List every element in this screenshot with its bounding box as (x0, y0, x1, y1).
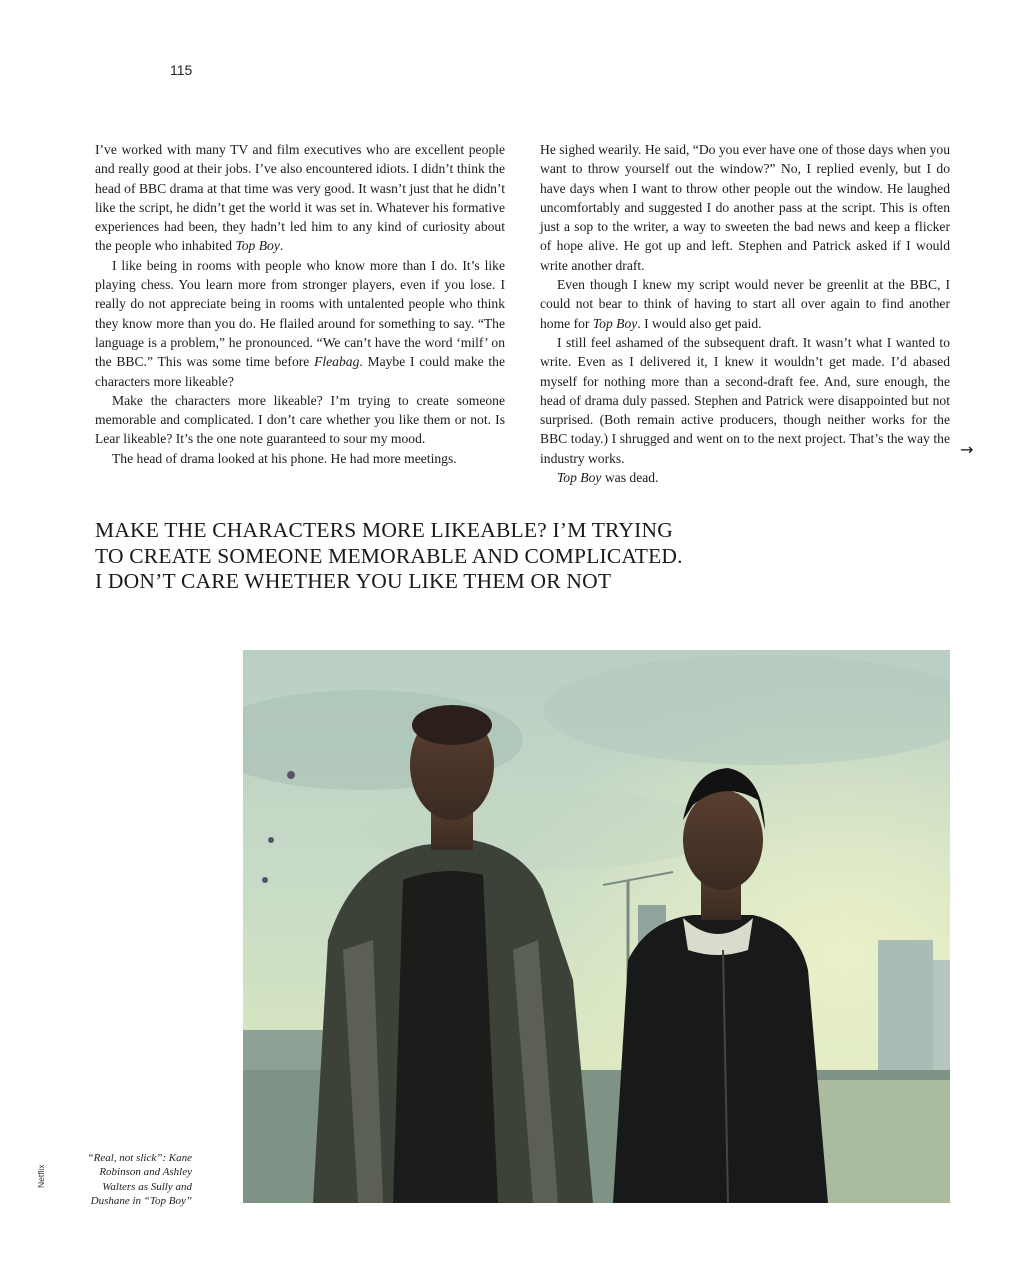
pull-quote-line: I DON’T CARE WHETHER YOU LIKE THEM OR NOT (95, 569, 612, 593)
paragraph: The head of drama looked at his phone. He had more meetings. (112, 450, 457, 466)
paragraph: He sighed wearily. He said, “Do you ever have one of those days when you want to throw yourself out the window?” No, I replied evenly, but I do have days when I want to throw other people out the window. He laughed uncomfortably and suggested I do another pass at the script. This is often just a sop to the writer, a way to sweeten the bad news and keep a flicker of hope alive. He got up and left. Stephen and Patrick asked if I would write another draft. (540, 142, 950, 273)
article-column-right (540, 140, 950, 487)
top-boy-photo (243, 650, 950, 1203)
pull-quote-line: TO CREATE SOMEONE MEMORABLE AND COMPLICATED. (95, 543, 683, 568)
article-column-left (95, 140, 505, 468)
paragraph: I like being in rooms with people who know more than I do. It’s like playing chess. You learn more from stronger players, even if you lose. I really do not appreciate being in rooms with untalented people who think they know more than you do. He flailed around for something to say. “The language is a problem,” he pronounced. “We can’t have the word ‘milf’ on the BBC.” This was some time before Fleabag. Maybe I could make the characters more likeable? (95, 257, 505, 389)
paragraph: I still feel ashamed of the subsequent draft. It wasn’t what I wanted to write. Even as I delivered it, I knew it wouldn’t get made. I’d abased myself for nothing more than a second-draft fee. And, sure enough, the head of drama duly passed. Stephen and Patrick were disappointed but not surprised. (Both remain active producers, though neither works for the BBC today.) I shrugged and went on to the next project. That’s the way the industry works. (540, 334, 950, 466)
paragraph: Even though I knew my script would never be greenlit at the BBC, I could not bear to think of having to start all over again to find another home for Top Boy. I would also get paid. (540, 277, 950, 331)
page-number: 115 (170, 62, 193, 78)
photo-credit: Netflix (36, 1164, 46, 1188)
pull-quote (95, 518, 735, 595)
paragraph: Top Boy was dead. (557, 470, 659, 486)
photo-caption: “Real, not slick”: Kane Robinson and Ashley Walters as Sully and Dushane in “Top Boy” (87, 1152, 192, 1207)
continue-arrow-icon: → (960, 440, 974, 459)
pull-quote-line: MAKE THE CHARACTERS MORE LIKEABLE? I’M TRYING (95, 518, 673, 542)
paragraph: Make the characters more likeable? I’m trying to create someone memorable and complicated. I don’t care whether you like them or not. Is Lear likeable? It’s the one note guaranteed to sour my mood. (95, 392, 505, 447)
paragraph: I’ve worked with many TV and film executives who are excellent people and really good at their jobs. I’ve also encountered idiots. I didn’t think the head of BBC drama at that time was very good. It wasn’t just that he didn’t like the script, he didn’t get the world it was set in. Whatever his formative experiences had been, they hadn’t led him to any kind of curiosity about the people who inhabited Top Boy. (95, 142, 505, 254)
